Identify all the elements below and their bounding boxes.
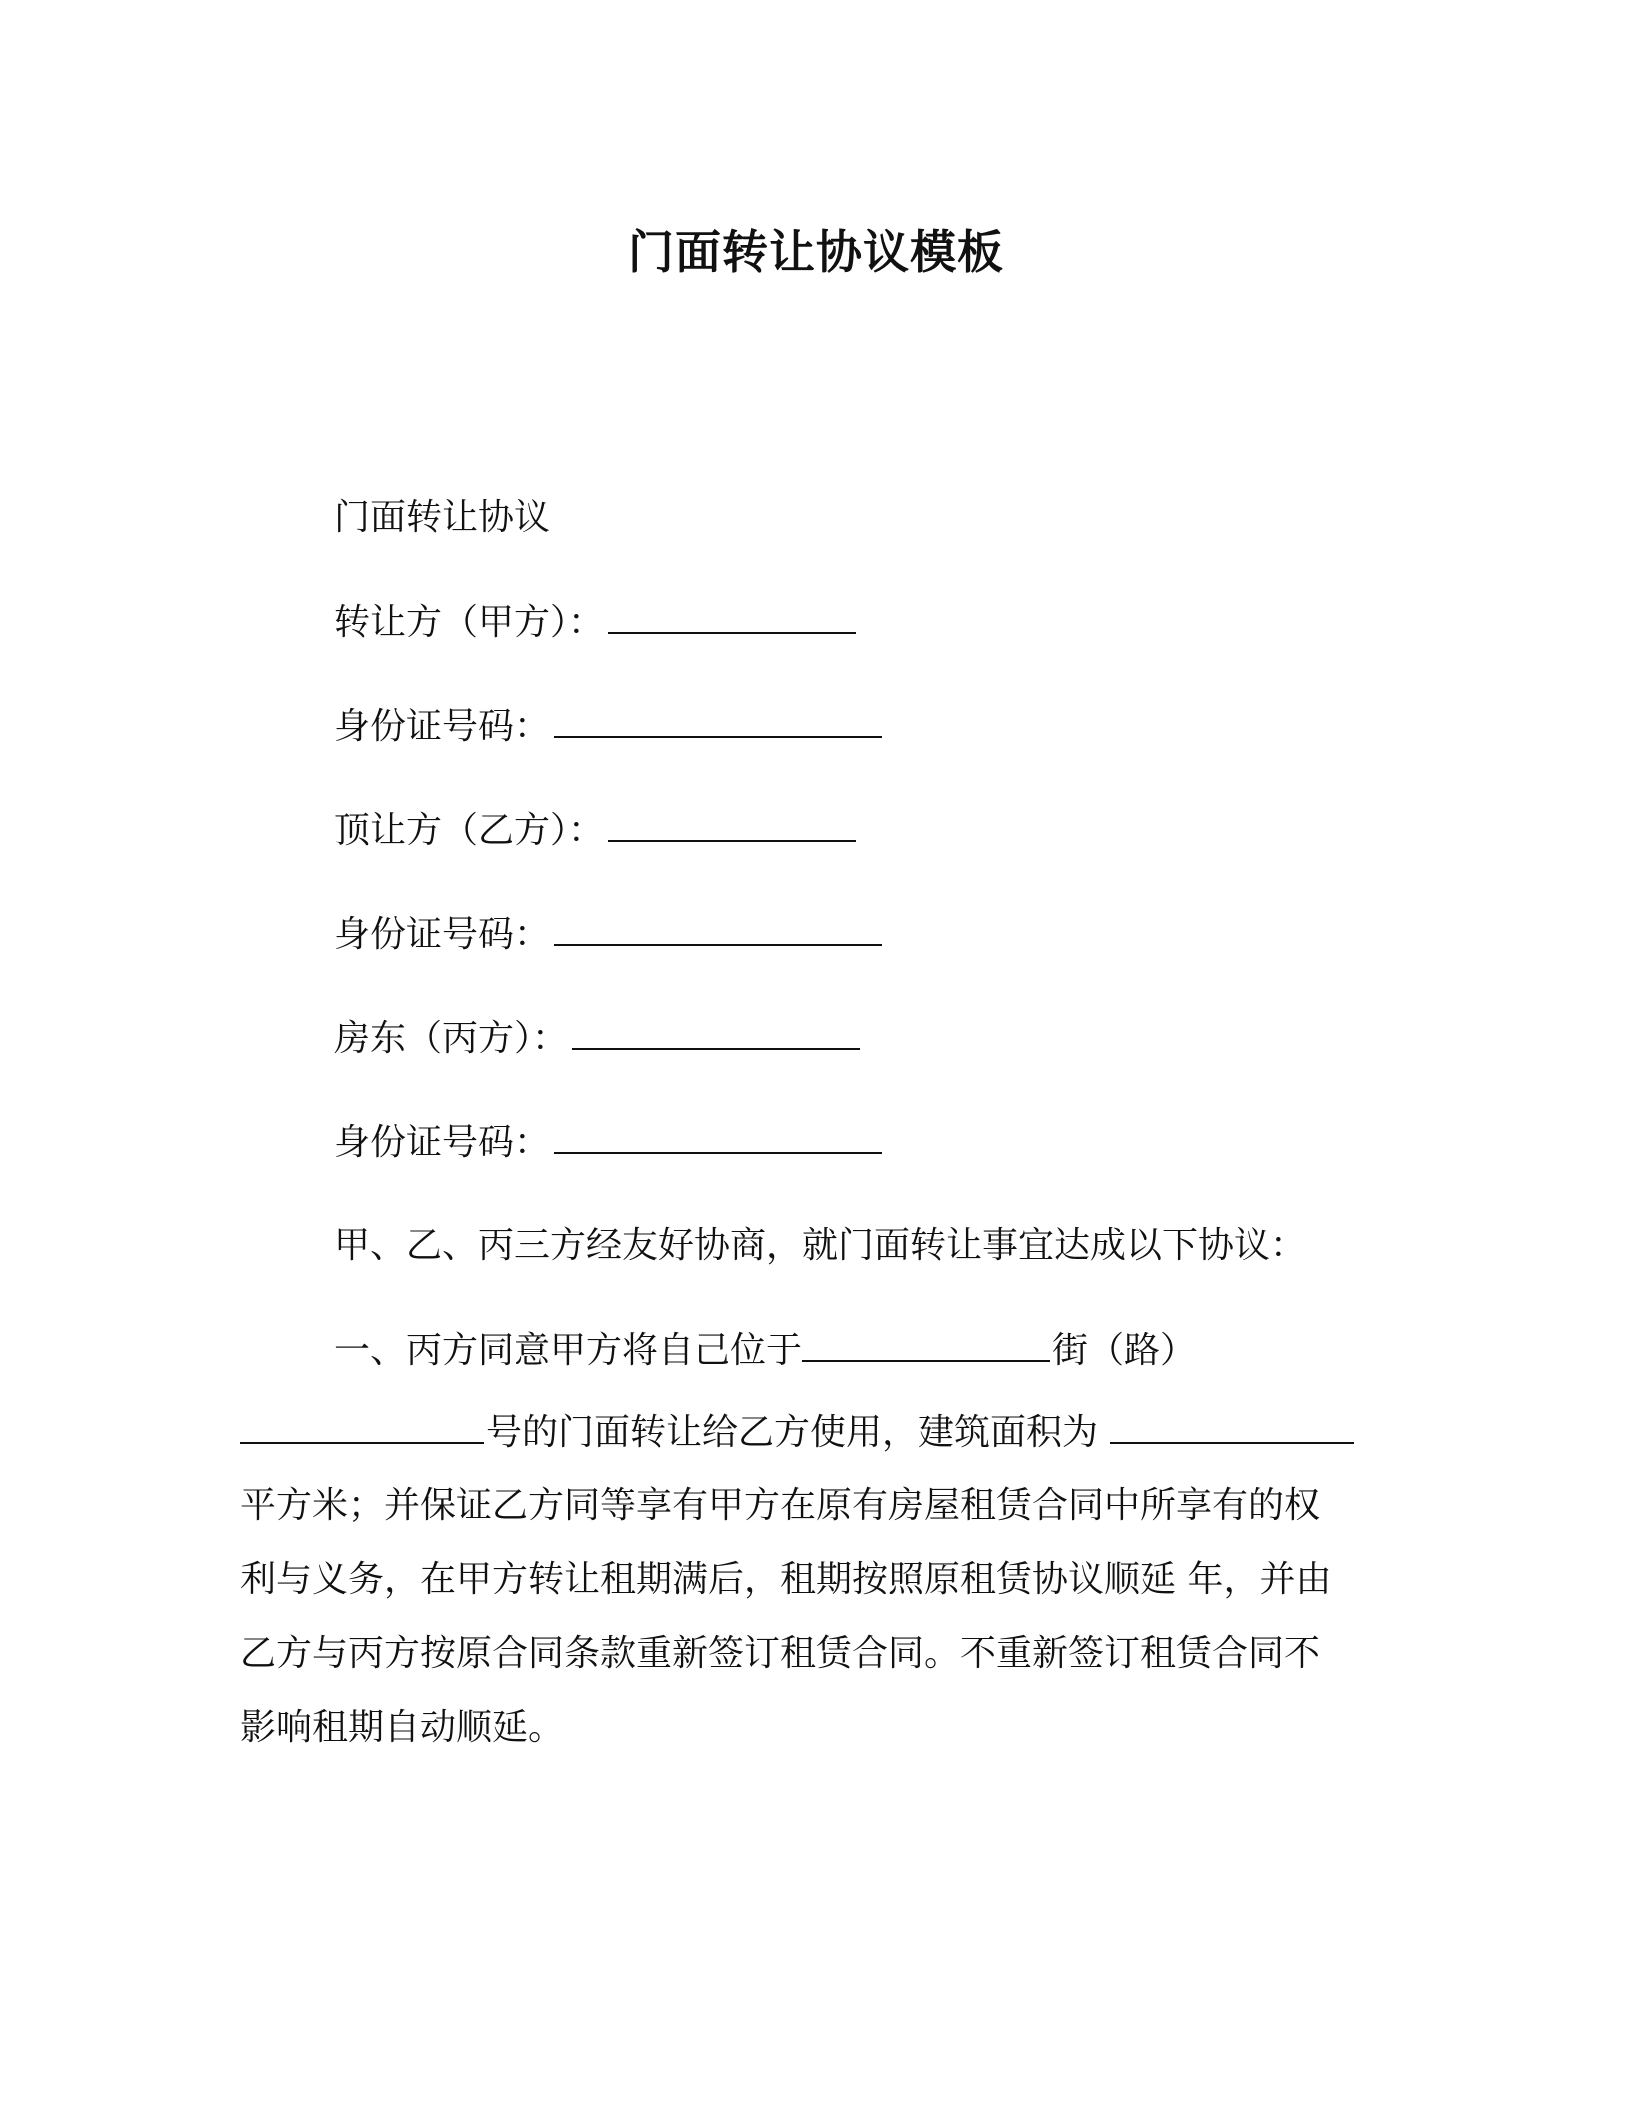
transferor-label: 转让方（甲方）： — [334, 602, 605, 643]
transferee-label: 顶让方（乙方）： — [334, 810, 605, 851]
transferee-id-blank — [554, 910, 882, 946]
landlord-label: 房东（丙方）： — [334, 1018, 569, 1059]
clause1-line6: 影响租期自动顺延。 — [240, 1707, 565, 1748]
landlord-id-label: 身份证号码： — [334, 1122, 551, 1163]
transferee-id-label: 身份证号码： — [334, 914, 551, 955]
intro-paragraph: 甲、乙、丙三方经友好协商，就门面转让事宜达成以下协议： — [334, 1225, 1307, 1266]
transferee-blank — [608, 806, 856, 842]
clause1-line3: 平方米；并保证乙方同等享有甲方在原有房屋租赁合同中所享有的权 — [240, 1485, 1321, 1526]
transferor-id-line — [334, 702, 882, 751]
agreement-subtitle: 门面转让协议 — [334, 497, 551, 538]
clause1-text-a: 一、丙方同意甲方将自己位于 — [334, 1330, 803, 1371]
clause1-line2 — [240, 1408, 1354, 1457]
clause1-line5: 乙方与丙方按原合同条款重新签订租赁合同。不重新签订租赁合同不 — [240, 1633, 1321, 1674]
number-blank — [240, 1408, 484, 1444]
transferor-id-label: 身份证号码： — [334, 706, 551, 747]
landlord-id-blank — [554, 1118, 882, 1154]
transferor-line — [334, 598, 856, 647]
transferee-id-line — [334, 910, 882, 959]
clause1-text-c: 号的门面转让给乙方使用，建筑面积为 — [486, 1412, 1099, 1453]
clause1-line1 — [334, 1326, 1196, 1375]
transferor-id-blank — [554, 702, 882, 738]
document-title: 门面转让协议模板 — [628, 225, 1004, 279]
landlord-blank — [572, 1014, 860, 1050]
clause1-text-b: 街（路） — [1052, 1330, 1197, 1371]
area-blank — [1110, 1408, 1354, 1444]
landlord-id-line — [334, 1118, 882, 1167]
landlord-line — [334, 1014, 860, 1063]
street-blank — [802, 1326, 1050, 1362]
clause1-line4: 利与义务，在甲方转让租期满后，租期按照原租赁协议顺延 年，并由 — [240, 1559, 1332, 1600]
transferee-line — [334, 806, 856, 855]
transferor-blank — [608, 598, 856, 634]
